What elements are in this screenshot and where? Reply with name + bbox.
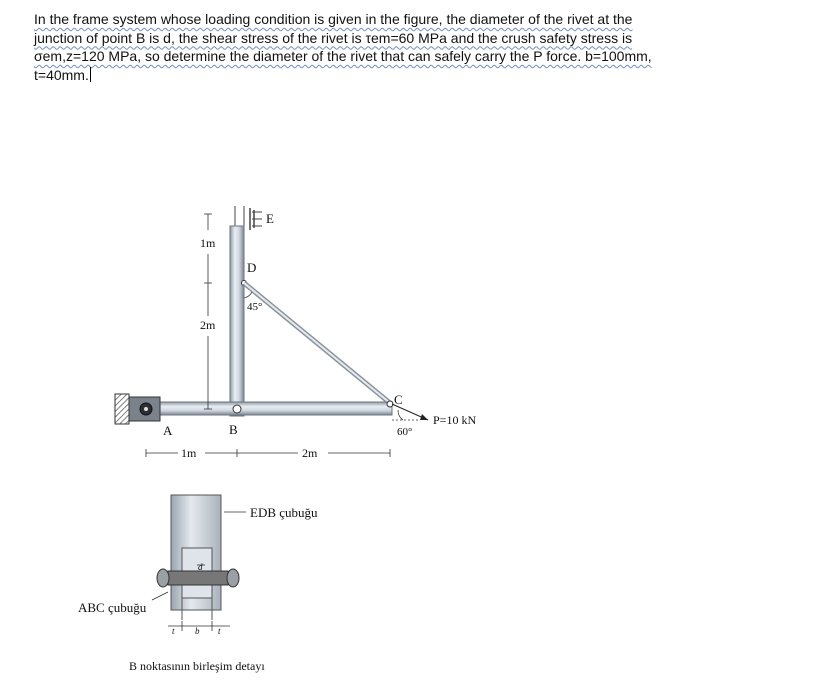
label-D: D xyxy=(247,260,257,275)
angle-arc-45 xyxy=(244,292,252,298)
dim-2m-vertical: 2m xyxy=(200,318,216,332)
detail-ABC-label: ABC çubuğu xyxy=(78,600,147,615)
support-A xyxy=(115,394,160,424)
bar-EDB xyxy=(230,226,244,416)
dim-2m-bottom: 2m xyxy=(302,446,318,460)
detail-ABC-leader xyxy=(152,592,168,600)
problem-line-4-text: t=40mm. xyxy=(34,66,89,83)
problem-line-2: junction of point B is d, the shear stress of the rivet is τem=60 MPa and the crush safety stress is xyxy=(34,29,633,46)
label-A: A xyxy=(163,423,173,438)
load-P-label: P=10 kN xyxy=(433,413,477,427)
problem-line-3: σem,z=120 MPa, so determine the diameter of the rivet that can safely carry the P force. b=100mm, xyxy=(34,48,652,64)
load-P-arrowhead xyxy=(420,414,428,420)
problem-line-1: In the frame system whose loading condition is given in the figure, the diameter of the rivet at the xyxy=(34,11,633,27)
label-B: B xyxy=(229,422,238,437)
detail-rivet-head-left xyxy=(157,569,169,587)
joint-detail xyxy=(152,495,246,636)
bar-ABC xyxy=(160,402,392,415)
dim-1m-top: 1m xyxy=(200,236,216,250)
detail-b-label: b xyxy=(195,626,200,636)
dim-1m-bottom: 1m xyxy=(181,446,197,460)
detail-EDB-label: EDB çubuğu xyxy=(250,505,318,520)
angle-60-label: 60° xyxy=(397,426,413,438)
detail-caption: B noktasının birleşim detayı xyxy=(129,659,265,673)
detail-t-right-label: t xyxy=(218,626,221,636)
detail-rivet xyxy=(168,571,228,585)
angle-arc-60 xyxy=(398,410,403,420)
label-E: E xyxy=(266,211,274,226)
label-C: C xyxy=(394,392,403,407)
angle-45-label: 45° xyxy=(247,301,263,313)
detail-t-left-label: t xyxy=(172,626,175,636)
pin-B xyxy=(233,405,241,413)
detail-rivet-head-right xyxy=(227,569,239,587)
detail-d-label: d xyxy=(198,562,203,572)
rod-DC-highlight xyxy=(244,283,390,403)
